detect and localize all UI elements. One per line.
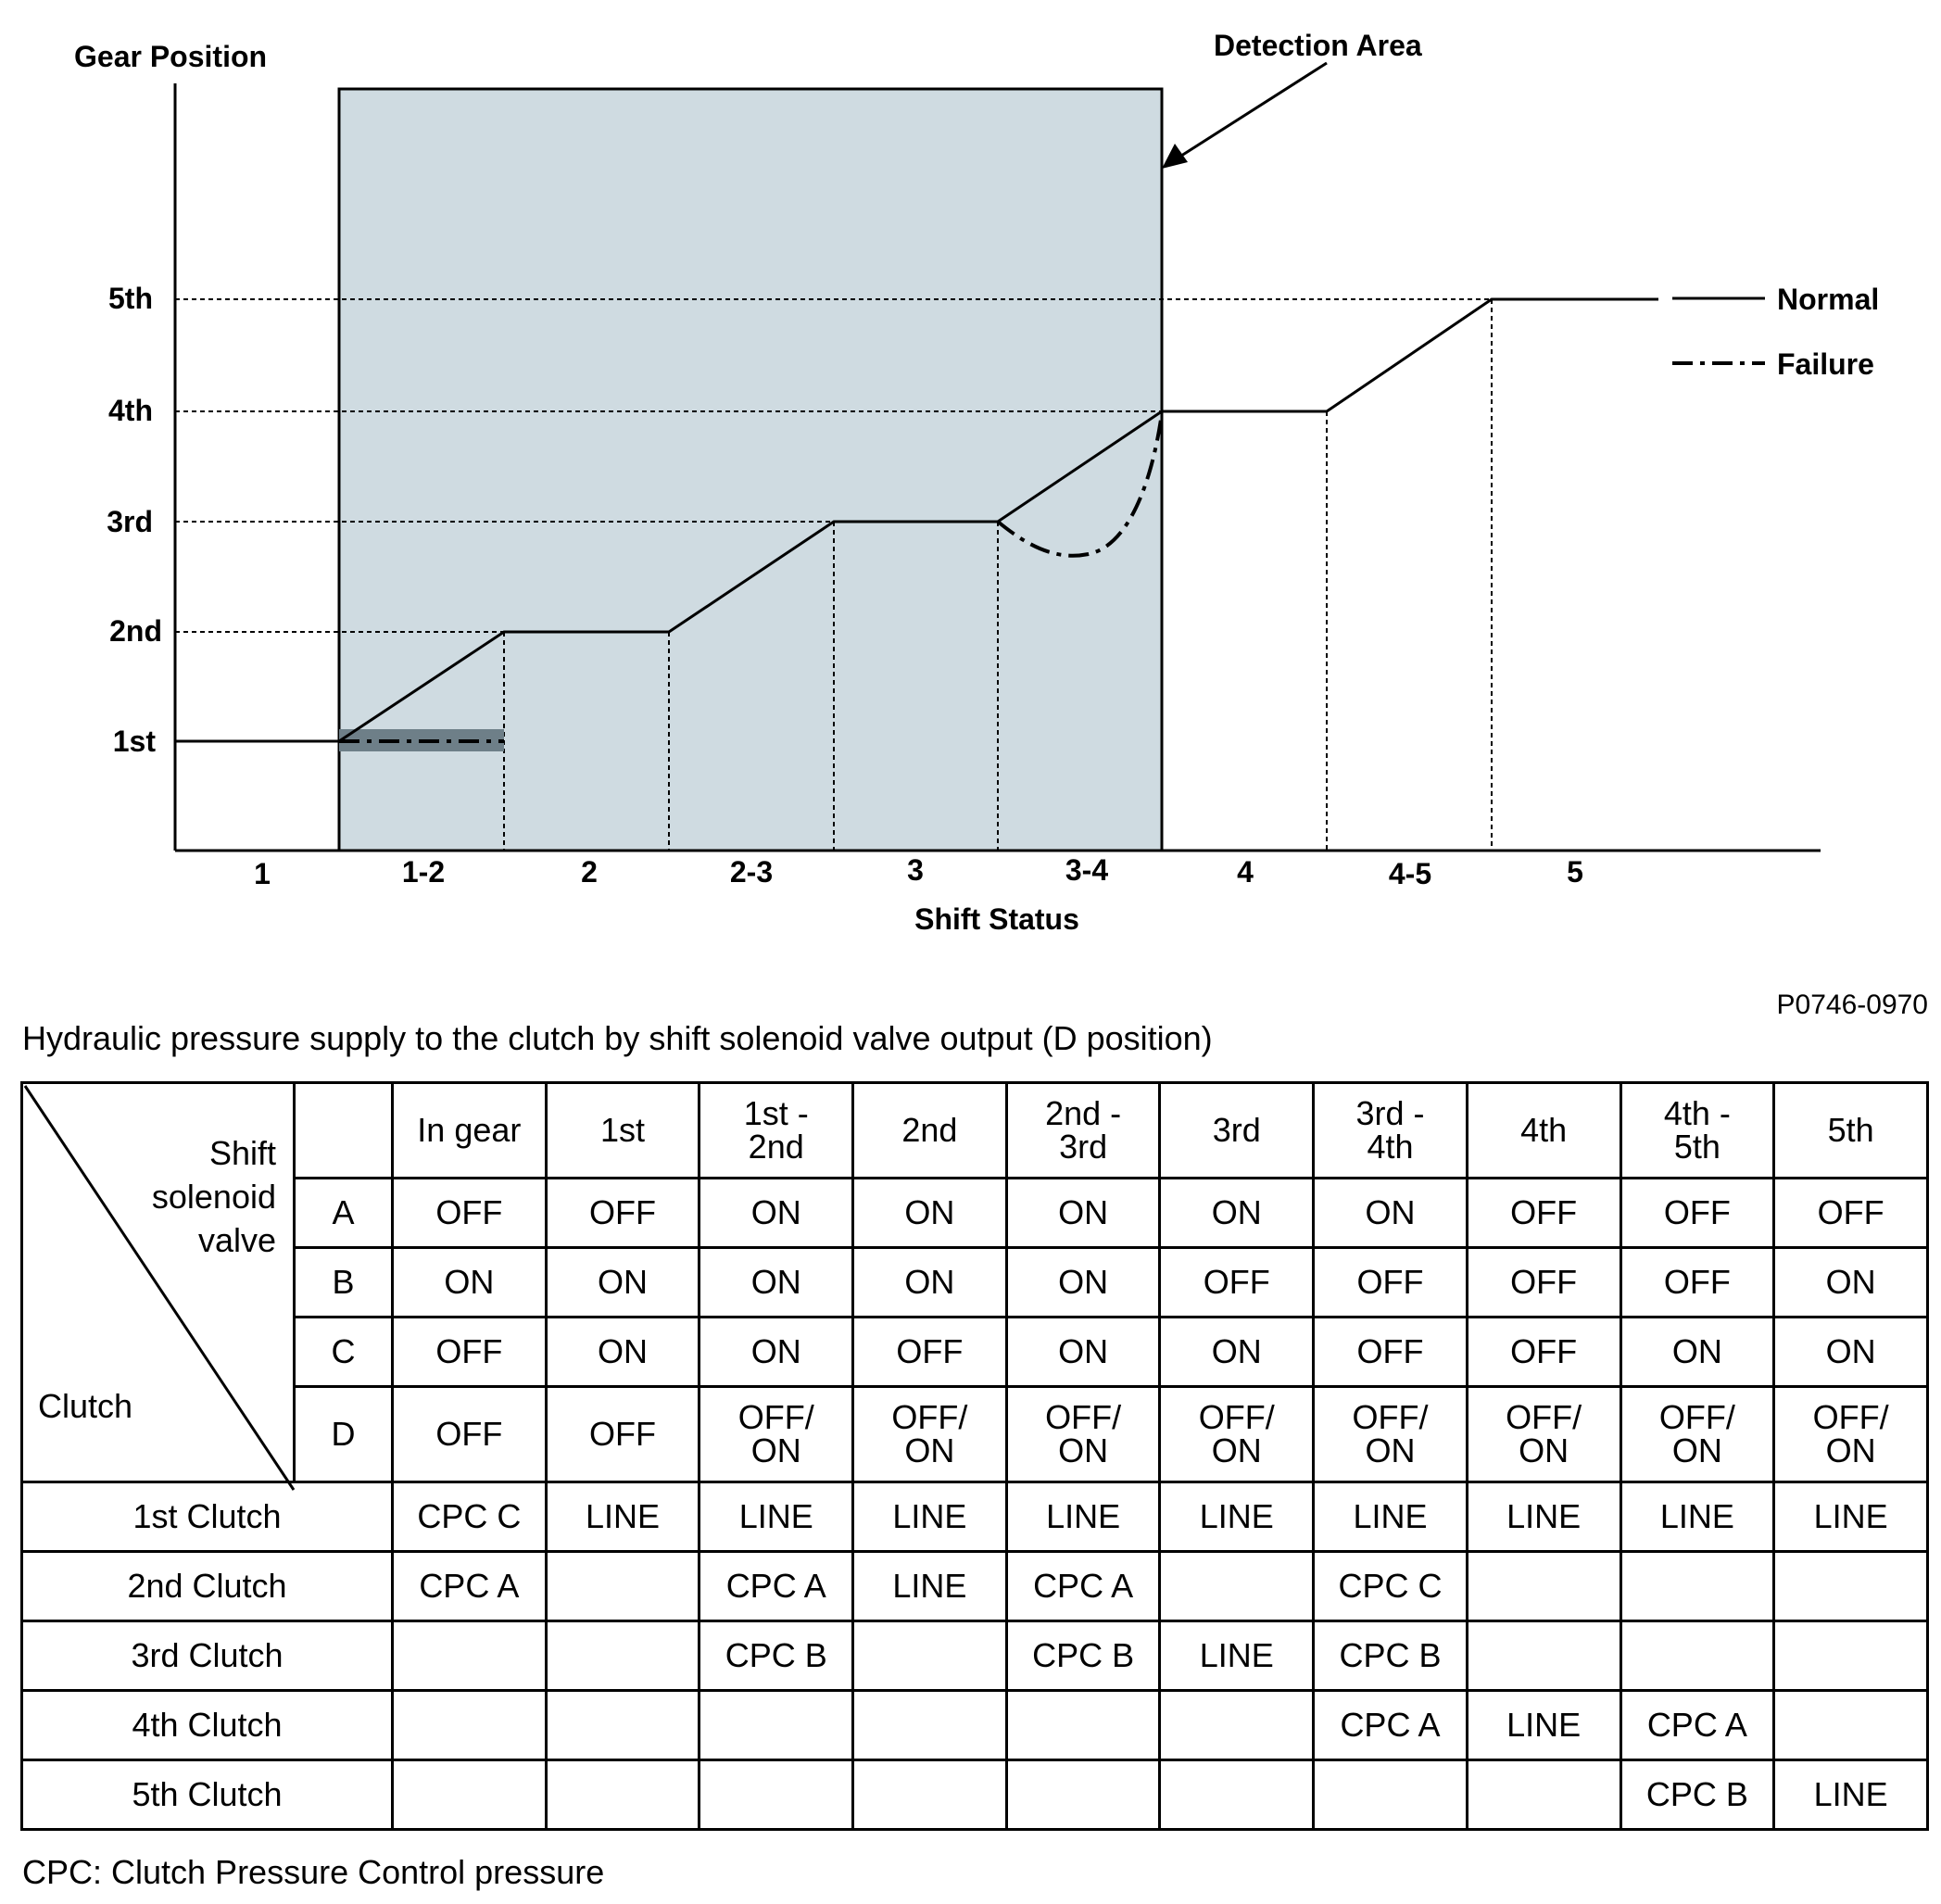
solenoid-cell: ON — [1160, 1179, 1314, 1248]
solenoid-name: B — [295, 1248, 393, 1318]
clutch-cell: LINE — [700, 1482, 853, 1552]
solenoid-row — [22, 1387, 1928, 1482]
shift-label: 3-4 — [1065, 853, 1109, 887]
gear-label: 5th — [108, 282, 153, 315]
clutch-cell: LINE — [1467, 1482, 1620, 1552]
clutch-row — [22, 1760, 1928, 1830]
solenoid-name: D — [295, 1387, 393, 1482]
clutch-cell — [393, 1760, 547, 1830]
solenoid-cell: ON — [853, 1179, 1007, 1248]
solenoid-cell: ON — [546, 1248, 700, 1318]
shift-label: 2-3 — [729, 855, 774, 889]
cell-text: OFF/ ON — [1506, 1398, 1582, 1469]
clutch-row — [22, 1621, 1928, 1691]
clutch-cell: LINE — [546, 1482, 700, 1552]
solenoid-cell: OFF — [393, 1179, 547, 1248]
clutch-cell: CPC A — [1314, 1691, 1468, 1760]
solenoid-cell: ON — [853, 1248, 1007, 1318]
solenoid-row — [22, 1179, 1928, 1248]
corner-label-clutch: Clutch — [38, 1387, 133, 1425]
clutch-cell — [1006, 1760, 1160, 1830]
solenoid-cell: OFF — [1774, 1179, 1928, 1248]
solenoid-row — [22, 1248, 1928, 1318]
clutch-cell — [546, 1552, 700, 1621]
solenoid-cell: OFF — [853, 1318, 1007, 1387]
clutch-cell: CPC B — [700, 1621, 853, 1691]
table-corner — [22, 1083, 295, 1482]
clutch-cell: CPC A — [700, 1552, 853, 1621]
clutch-cell: LINE — [1160, 1482, 1314, 1552]
gear-label: 1st — [112, 725, 156, 758]
clutch-cell — [1467, 1552, 1620, 1621]
corner-label-solenoid — [152, 1132, 276, 1262]
solenoid-cell: ON — [1006, 1318, 1160, 1387]
clutch-name: 3rd Clutch — [22, 1621, 393, 1691]
solenoid-cell — [1006, 1387, 1160, 1482]
solenoid-cell: ON — [1774, 1318, 1928, 1387]
clutch-cell — [1467, 1621, 1620, 1691]
solenoid-name: C — [295, 1318, 393, 1387]
clutch-cell: CPC A — [1006, 1552, 1160, 1621]
clutch-cell — [546, 1621, 700, 1691]
clutch-name: 5th Clutch — [22, 1760, 393, 1830]
column-header: 1st — [546, 1083, 700, 1179]
header-row — [22, 1083, 1928, 1179]
gear-tick-labels — [107, 282, 162, 758]
clutch-cell — [546, 1760, 700, 1830]
solenoid-cell: ON — [1006, 1248, 1160, 1318]
solenoid-cell: ON — [1774, 1248, 1928, 1318]
solenoid-cell — [853, 1387, 1007, 1482]
clutch-cell — [1774, 1691, 1928, 1760]
cell-text: 1st - 2nd — [743, 1094, 809, 1166]
figure-code: P0746-0970 — [1776, 990, 1928, 1020]
clutch-name: 1st Clutch — [22, 1482, 393, 1552]
clutch-cell — [546, 1691, 700, 1760]
clutch-cell — [853, 1691, 1007, 1760]
solenoid-cell: ON — [393, 1248, 547, 1318]
solenoid-cell: ON — [1314, 1179, 1468, 1248]
clutch-cell: CPC C — [393, 1482, 547, 1552]
corner-word: Shift — [208, 1134, 276, 1172]
annotation-label: Detection Area — [1214, 29, 1422, 62]
clutch-cell: LINE — [853, 1482, 1007, 1552]
solenoid-cell: OFF — [546, 1387, 700, 1482]
table-caption: Hydraulic pressure supply to the clutch by shift solenoid valve output (D position) — [22, 1019, 1213, 1057]
column-header — [1006, 1083, 1160, 1179]
shift-label: 2 — [581, 855, 598, 889]
solenoid-cell — [1774, 1387, 1928, 1482]
column-header: In gear — [393, 1083, 547, 1179]
detection-area-arrow — [1162, 63, 1327, 169]
solenoid-name: A — [295, 1179, 393, 1248]
column-header: 4th — [1467, 1083, 1620, 1179]
clutch-cell — [853, 1760, 1007, 1830]
clutch-cell — [393, 1621, 547, 1691]
clutch-cell — [1006, 1691, 1160, 1760]
solenoid-cell — [1314, 1387, 1468, 1482]
x-axis-label: Shift Status — [914, 902, 1079, 936]
shift-label: 4 — [1237, 855, 1254, 889]
solenoid-cell: ON — [1160, 1318, 1314, 1387]
solenoid-cell: OFF — [1160, 1248, 1314, 1318]
cell-text: 2nd - 3rd — [1045, 1094, 1122, 1166]
clutch-table — [20, 1081, 1929, 1831]
clutch-row — [22, 1552, 1928, 1621]
solenoid-cell: OFF — [1620, 1248, 1774, 1318]
clutch-cell: CPC A — [1620, 1691, 1774, 1760]
clutch-cell — [1774, 1621, 1928, 1691]
gear-label: 3rd — [107, 505, 153, 538]
clutch-cell — [700, 1760, 853, 1830]
solenoid-row — [22, 1318, 1928, 1387]
cell-text: OFF/ ON — [1198, 1398, 1275, 1469]
clutch-cell: CPC B — [1006, 1621, 1160, 1691]
clutch-cell — [1620, 1621, 1774, 1691]
clutch-name: 4th Clutch — [22, 1691, 393, 1760]
clutch-cell — [1774, 1552, 1928, 1621]
clutch-cell: LINE — [1620, 1482, 1774, 1552]
clutch-cell: CPC B — [1620, 1760, 1774, 1830]
solenoid-cell: OFF — [1620, 1179, 1774, 1248]
solenoid-cell: OFF — [1467, 1179, 1620, 1248]
cell-text: OFF/ ON — [1812, 1398, 1889, 1469]
clutch-cell — [700, 1691, 853, 1760]
clutch-cell: CPC A — [393, 1552, 547, 1621]
solenoid-cell: ON — [700, 1318, 853, 1387]
column-header — [1314, 1083, 1468, 1179]
cell-text: 4th - 5th — [1663, 1094, 1731, 1166]
solenoid-cell: ON — [700, 1179, 853, 1248]
solenoid-cell: OFF — [393, 1318, 547, 1387]
cell-text: OFF/ ON — [1352, 1398, 1429, 1469]
shift-label: 5 — [1567, 855, 1583, 889]
legend-failure-label: Failure — [1777, 347, 1874, 381]
clutch-cell: CPC B — [1314, 1621, 1468, 1691]
footnote: CPC: Clutch Pressure Control pressure — [22, 1853, 605, 1891]
solenoid-cell — [1160, 1387, 1314, 1482]
clutch-name: 2nd Clutch — [22, 1552, 393, 1621]
clutch-cell — [1160, 1552, 1314, 1621]
clutch-cell: LINE — [1774, 1482, 1928, 1552]
solenoid-cell: OFF — [1314, 1248, 1468, 1318]
corner-word: valve — [197, 1220, 276, 1259]
solenoid-cell — [700, 1387, 853, 1482]
clutch-cell — [393, 1691, 547, 1760]
solenoid-cell: OFF — [1314, 1318, 1468, 1387]
clutch-cell — [853, 1621, 1007, 1691]
cell-text: OFF/ ON — [1658, 1398, 1735, 1469]
clutch-cell: LINE — [1314, 1482, 1468, 1552]
header-blank — [295, 1083, 393, 1179]
clutch-row — [22, 1482, 1928, 1552]
solenoid-cell: OFF — [546, 1179, 700, 1248]
solenoid-cell: ON — [1006, 1179, 1160, 1248]
column-header — [1620, 1083, 1774, 1179]
gear-label: 2nd — [109, 614, 162, 648]
clutch-row — [22, 1691, 1928, 1760]
clutch-cell: LINE — [853, 1552, 1007, 1621]
y-axis-label: Gear Position — [74, 40, 268, 73]
clutch-cell: CPC C — [1314, 1552, 1468, 1621]
cell-text: OFF/ ON — [737, 1398, 814, 1469]
gear-label: 4th — [108, 394, 153, 427]
solenoid-cell: OFF — [1467, 1248, 1620, 1318]
solenoid-cell — [1620, 1387, 1774, 1482]
shift-tick-labels — [254, 853, 1583, 890]
corner-word: solenoid — [151, 1177, 276, 1216]
clutch-cell — [1314, 1760, 1468, 1830]
cell-text: OFF/ ON — [1045, 1398, 1122, 1469]
solenoid-cell: OFF — [1467, 1318, 1620, 1387]
column-header: 5th — [1774, 1083, 1928, 1179]
shift-label: 4-5 — [1388, 857, 1432, 890]
solenoid-cell — [1467, 1387, 1620, 1482]
clutch-cell — [1467, 1760, 1620, 1830]
solenoid-cell: OFF — [393, 1387, 547, 1482]
clutch-cell: LINE — [1006, 1482, 1160, 1552]
clutch-cell — [1160, 1691, 1314, 1760]
column-header: 3rd — [1160, 1083, 1314, 1179]
solenoid-cell: ON — [1620, 1318, 1774, 1387]
clutch-cell: LINE — [1160, 1621, 1314, 1691]
cell-text: 3rd - 4th — [1355, 1094, 1425, 1166]
legend-normal-label: Normal — [1777, 283, 1880, 316]
clutch-cell — [1620, 1552, 1774, 1621]
shift-label: 1 — [254, 857, 271, 890]
shift-label: 1-2 — [401, 855, 446, 889]
solenoid-cell: ON — [700, 1248, 853, 1318]
cell-text: OFF/ ON — [891, 1398, 968, 1469]
shift-label: 3 — [907, 853, 924, 887]
solenoid-cell: ON — [546, 1318, 700, 1387]
column-header — [700, 1083, 853, 1179]
clutch-cell: LINE — [1774, 1760, 1928, 1830]
column-header: 2nd — [853, 1083, 1007, 1179]
clutch-cell — [1160, 1760, 1314, 1830]
legend — [1672, 283, 1879, 381]
clutch-cell: LINE — [1467, 1691, 1620, 1760]
